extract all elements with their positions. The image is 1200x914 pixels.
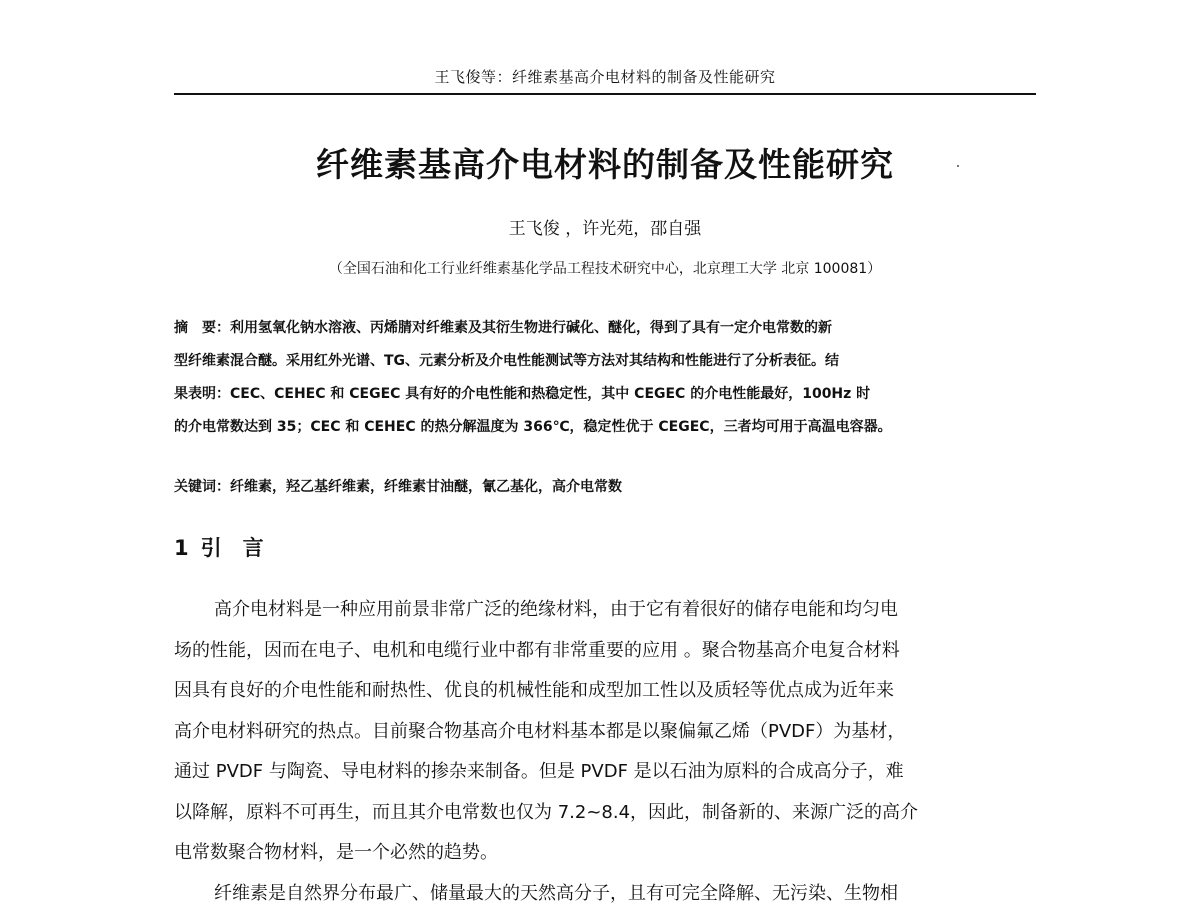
body-line: 电常数聚合物材料，是一个必然的趋势。 <box>174 833 1036 874</box>
section-title: 引 言 <box>201 536 264 560</box>
body-line: 纤维素是自然界分布最广、储量最大的天然高分子，且有可完全降解、无污染、生物相 <box>174 874 1036 914</box>
authors: 王飞俊 ，许光苑，邵自强 <box>174 214 1036 239</box>
header-rule <box>174 93 1036 95</box>
abstract-line: 型纤维素混合醚。采用红外光谱、TG、元素分析及介电性能测试等方法对其结构和性能进行了分析表征。结 <box>174 345 1036 378</box>
body-line: 因具有良好的介电性能和耐热性、优良的机械性能和成型加工性以及质轻等优点成为近年来 <box>174 671 1036 712</box>
abstract <box>174 312 1036 444</box>
section-heading <box>174 532 264 562</box>
body-line: 以降解，原料不可再生，而且其介电常数也仅为 7.2~8.4，因此，制备新的、来源广泛的高介 <box>174 793 1036 834</box>
keywords <box>174 476 1036 496</box>
paper-title: 纤维素基高介电材料的制备及性能研究 <box>174 139 1036 186</box>
body-line: 高介电材料研究的热点。目前聚合物基高介电材料基本都是以聚偏氟乙烯（PVDF）为基材， <box>174 712 1036 753</box>
running-header: 王飞俊等：纤维素基高介电材料的制备及性能研究 <box>174 66 1036 87</box>
abstract-label: 摘 要： <box>174 320 230 336</box>
body-text <box>174 590 1036 914</box>
body-line: 通过 PVDF 与陶瓷、导电材料的掺杂来制备。但是 PVDF 是以石油为原料的合成高分子，难 <box>174 752 1036 793</box>
abstract-line: 的介电常数达到 35；CEC 和 CEHEC 的热分解温度为 366℃，稳定性优于 CEGEC，三者均可用于高温电容器。 <box>174 411 1036 444</box>
keywords-label: 关键词： <box>174 479 230 495</box>
affiliation: （全国石油和化工行业纤维素基化学品工程技术研究中心，北京理工大学 北京 100081） <box>174 258 1036 278</box>
keywords-text: 纤维素，羟乙基纤维素，纤维素甘油醚，氰乙基化，高介电常数 <box>230 479 622 495</box>
abstract-line: 摘 要：利用氢氧化钠水溶液、丙烯腈对纤维素及其衍生物进行碱化、醚化，得到了具有一定介电常数的新 <box>174 312 1036 345</box>
body-line: 高介电材料是一种应用前景非常广泛的绝缘材料，由于它有着很好的储存电能和均匀电 <box>174 590 1036 631</box>
abstract-line: 果表明：CEC、CEHEC 和 CEGEC 具有好的介电性能和热稳定性，其中 CEGEC 的介电性能最好，100Hz 时 <box>174 378 1036 411</box>
body-line: 场的性能，因而在电子、电机和电缆行业中都有非常重要的应用 。聚合物基高介电复合材料 <box>174 631 1036 672</box>
section-number: 1 <box>174 536 189 560</box>
